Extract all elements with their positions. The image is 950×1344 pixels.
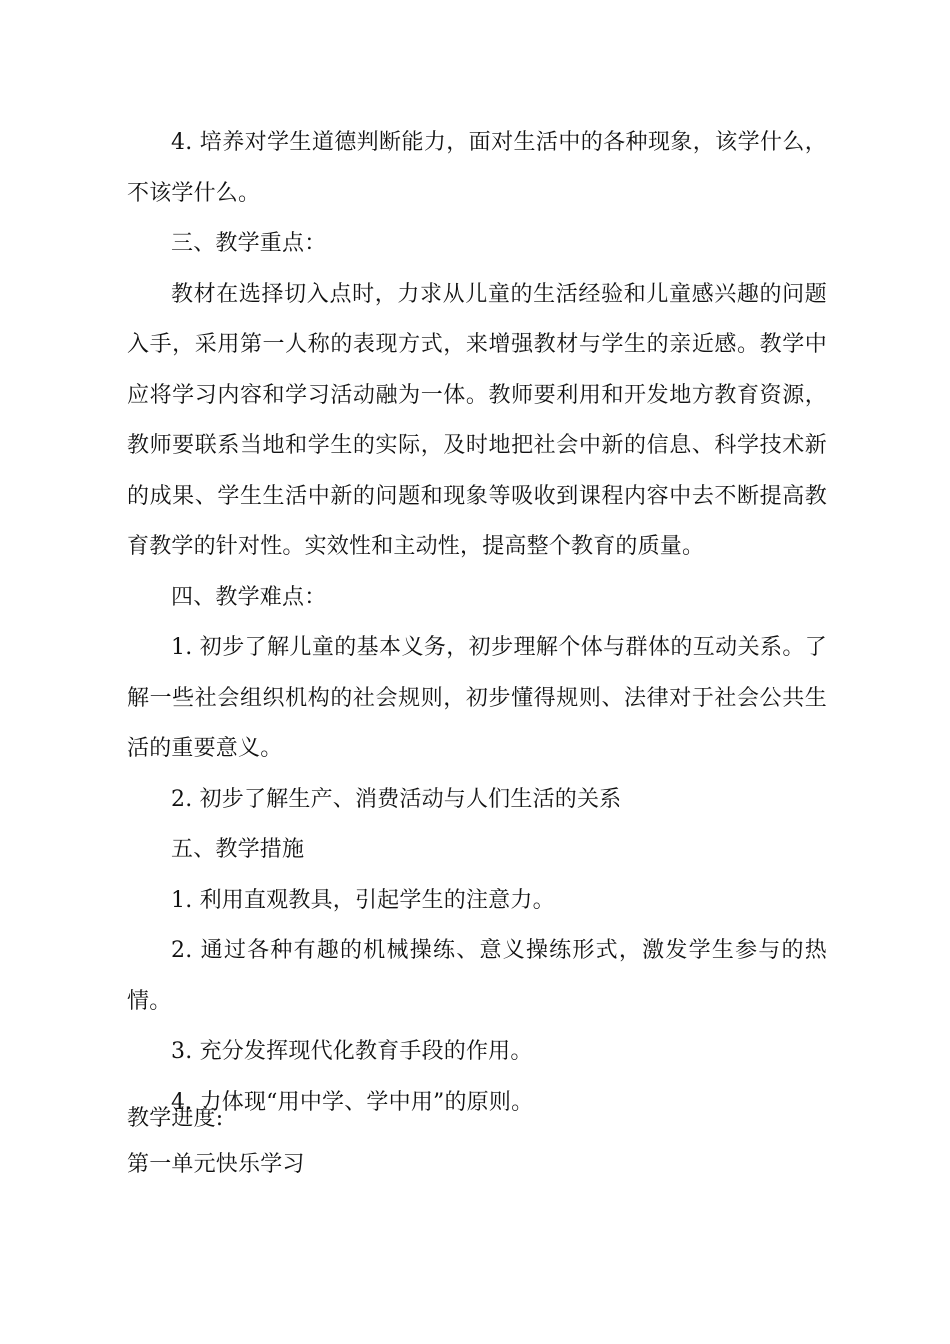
heading-teaching-difficulty: 四、教学难点： (171, 584, 327, 610)
heading-teaching-progress: 教学进度: (127, 1106, 224, 1131)
paragraph-measure-4: 4. 力体现“用中学、学中用”的原则。 (171, 1089, 534, 1115)
unit-title: 第一单元快乐学习 (127, 1152, 305, 1177)
paragraph-difficulty-1: 1. 初步了解儿童的基本义务，初步理解个体与群体的互动关系。了解一些社会组织机构的社会规则，初步懂得规则、法律对于社会公共生活的重要意义。 (127, 635, 827, 761)
paragraph-measure-1: 1. 利用直观教具，引起学生的注意力。 (171, 887, 555, 913)
paragraph-teaching-focus: 教材在选择切入点时，力求从儿童的生活经验和儿童感兴趣的问题入手，采用第一人称的表现方式，来增强教材与学生的亲近感。教学中应将学习内容和学习活动融为一体。教师要利用和开发地方教育资源，教师要联系当地和学生的实际，及时地把社会中新的信息、科学技术新的成果、学生生活中新的问题和现象等吸收到课程内容中去不断提高教育教学的针对性。实效性和主动性，提高整个教育的质量。 (127, 281, 827, 559)
heading-teaching-measures: 五、教学措施 (171, 837, 305, 862)
paragraph-measure-2: 2. 通过各种有趣的机械操练、意义操练形式，激发学生参与的热情。 (127, 938, 827, 1014)
paragraph-moral-judgment: 4. 培养对学生道德判断能力，面对生活中的各种现象，该学什么，不该学什么。 (127, 130, 827, 206)
document-body (127, 118, 827, 1128)
paragraph-difficulty-2: 2. 初步了解生产、消费活动与人们生活的关系 (171, 786, 622, 812)
heading-teaching-focus: 三、教学重点： (171, 231, 327, 256)
paragraph-measure-3: 3. 充分发挥现代化教育手段的作用。 (171, 1039, 533, 1064)
